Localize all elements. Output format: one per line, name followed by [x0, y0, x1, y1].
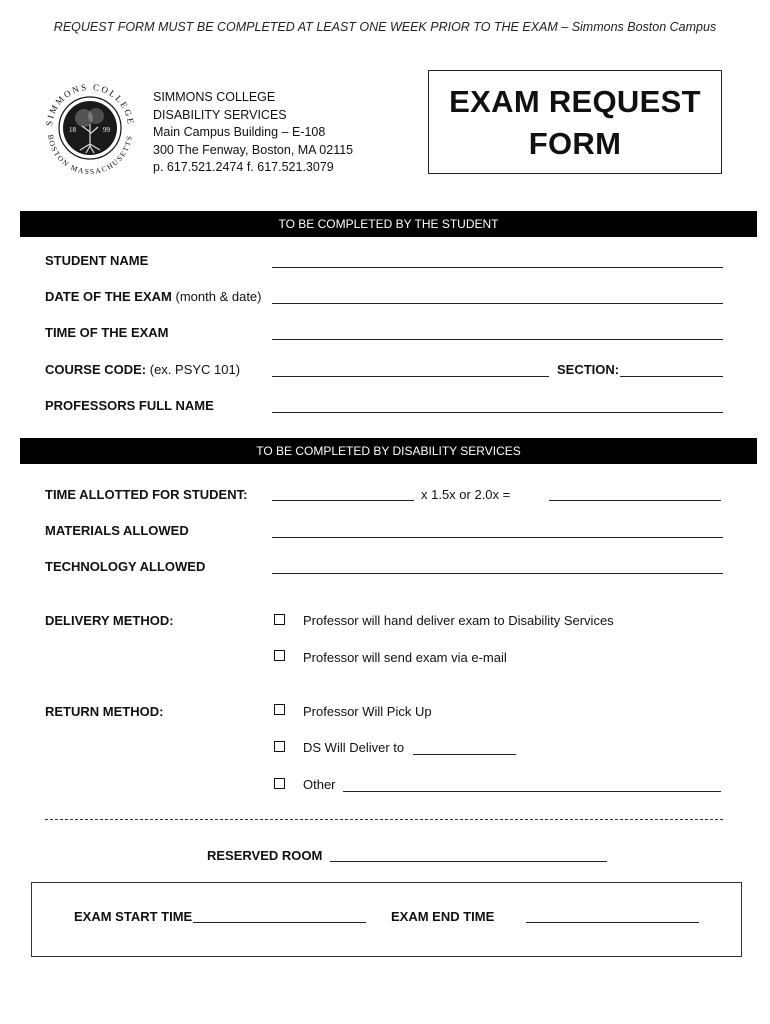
professor-name-field[interactable]: [272, 412, 723, 413]
exam-end-time-field[interactable]: [526, 922, 699, 923]
exam-date-field[interactable]: [272, 303, 723, 304]
return-deliver-to-field[interactable]: [413, 754, 516, 755]
org-address-block: [153, 89, 353, 177]
exam-end-time-label: EXAM END TIME: [391, 909, 495, 924]
form-title-box: [428, 70, 722, 174]
exam-date-hint: (month & date): [175, 289, 262, 304]
return-other-field[interactable]: [343, 791, 721, 792]
exam-start-time-label: EXAM START TIME: [74, 909, 193, 924]
exam-time-label: TIME OF THE EXAM: [45, 325, 169, 340]
section-label: SECTION:: [557, 362, 620, 377]
return-deliver-option: DS Will Deliver to: [303, 740, 405, 755]
delivery-hand-option: Professor will hand deliver exam to Disability Services: [303, 613, 614, 628]
form-notice: REQUEST FORM MUST BE COMPLETED AT LEAST ONE WEEK PRIOR TO THE EXAM – Simmons Boston Campus: [53, 20, 717, 34]
return-deliver-checkbox[interactable]: [274, 741, 285, 752]
reserved-room-field[interactable]: [330, 861, 607, 862]
exam-date-label: DATE OF THE EXAM (month & date): [45, 289, 262, 304]
org-phone-fax: p. 617.521.2474 f. 617.521.3079: [153, 160, 334, 174]
exam-start-time-field[interactable]: [193, 922, 366, 923]
org-street: 300 The Fenway, Boston, MA 02115: [153, 142, 354, 157]
time-allotted-field[interactable]: [272, 500, 414, 501]
delivery-method-label: DELIVERY METHOD:: [45, 613, 174, 628]
materials-allowed-label: MATERIALS ALLOWED: [45, 523, 189, 538]
time-multiplier-text: x 1.5x or 2.0x =: [421, 487, 511, 502]
materials-allowed-field[interactable]: [272, 537, 723, 538]
svg-text:18: 18: [69, 126, 76, 134]
student-name-label: STUDENT NAME: [45, 253, 149, 268]
return-pickup-checkbox[interactable]: [274, 704, 285, 715]
return-pickup-option: Professor Will Pick Up: [303, 704, 432, 719]
org-building: Main Campus Building – E-108: [153, 125, 326, 139]
org-name: SIMMONS COLLEGE: [153, 90, 276, 104]
technology-allowed-label: TECHNOLOGY ALLOWED: [45, 559, 206, 574]
time-total-field[interactable]: [549, 500, 721, 501]
course-code-field[interactable]: [272, 376, 549, 377]
svg-text:BOSTON MASSACHUSETTS: BOSTON MASSACHUSETTS: [46, 133, 134, 177]
delivery-email-option: Professor will send exam via e-mail: [303, 650, 507, 665]
svg-text:99: 99: [103, 126, 110, 134]
exam-time-field[interactable]: [272, 339, 723, 340]
form-title-line2: FORM: [528, 126, 622, 161]
course-code-hint: (ex. PSYC 101): [149, 362, 241, 377]
return-other-checkbox[interactable]: [274, 778, 285, 789]
return-method-label: RETURN METHOD:: [45, 704, 164, 719]
course-code-label: COURSE CODE: (ex. PSYC 101): [45, 362, 241, 377]
delivery-email-checkbox[interactable]: [274, 650, 285, 661]
form-title-line1: EXAM REQUEST: [449, 84, 701, 119]
org-department: DISABILITY SERVICES: [153, 107, 287, 122]
student-section-header: TO BE COMPLETED BY THE STUDENT: [20, 211, 757, 237]
technology-allowed-field[interactable]: [272, 573, 723, 574]
time-allotted-label: TIME ALLOTTED FOR STUDENT:: [45, 487, 248, 502]
delivery-hand-checkbox[interactable]: [274, 614, 285, 625]
section-field[interactable]: [620, 376, 723, 377]
ds-section-header: TO BE COMPLETED BY DISABILITY SERVICES: [20, 438, 757, 464]
dashed-divider: [45, 819, 723, 820]
professor-name-label: PROFESSORS FULL NAME: [45, 398, 214, 413]
reserved-room-label: RESERVED ROOM: [207, 848, 323, 863]
svg-text:SIMMONS COLLEGE: SIMMONS COLLEGE: [43, 81, 137, 127]
return-other-option: Other: [303, 777, 336, 792]
student-name-field[interactable]: [272, 267, 723, 268]
college-seal-logo: [36, 74, 144, 182]
